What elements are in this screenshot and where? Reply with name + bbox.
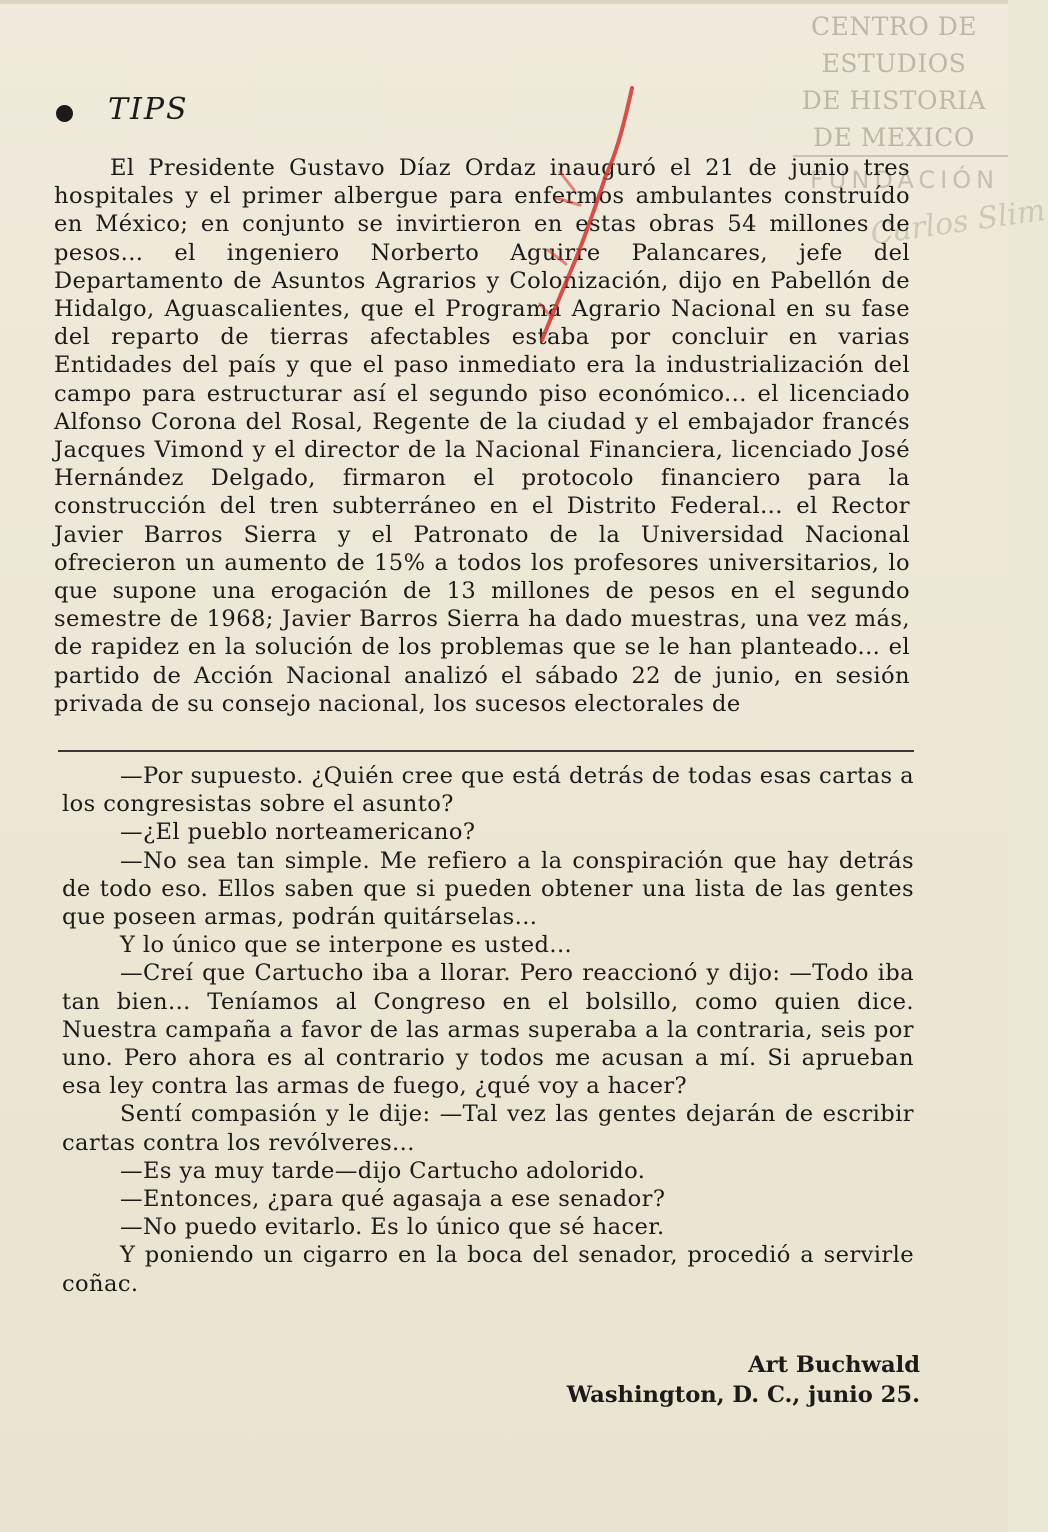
watermark-line: ESTUDIOS — [821, 49, 967, 78]
dateline: Washington, D. C., junio 25. — [566, 1382, 920, 1408]
byline — [567, 1350, 920, 1410]
author-name: Art Buchwald — [748, 1352, 920, 1378]
watermark-fundacion: FUNDACIÓN — [810, 166, 1000, 194]
watermark-signature: Carlos Slim — [868, 192, 1048, 253]
tips-paragraph: El Presidente Gustavo Díaz Ordaz inauguró el 21 de junio tres hospitales y el primer albergue para enfermos ambulantes construído en México; en conjunto se invirtieron en estas obras 54 millones de pesos... el ingeniero Norberto Aguirre Palancares, jefe del Departamento de Asuntos Agrarios y Colonización, dijo en Pabellón de Hidalgo, Aguascalientes, que el Programa Agrario Nacional en su fase del reparto de tierras afectables estaba por concluir en varias Entidades del país y que el paso inmediato era la industrialización del campo para estructurar así el segundo piso económico... el licenciado Alfonso Corona del Rosal, Regente de la ciudad y el embajador francés Jacques Vimond y el director de la Nacional Financiera, licenciado José Hernández Delgado, firmaron el protocolo financiero para la construcción del tren subterráneo en el Distrito Federal... el Rector Javier Barros Sierra y el Patronato de la Universidad Nacional ofrecieron un aumento de 15% a todos los profesores universitarios, lo que supone una erogación de 13 millones de pesos en el segundo semestre de 1968; Javier Barros Sierra ha dado muestras, una vez más, de rapidez en la solución de los problemas que se le han planteado... el partido de Acción Nacional analizó el sábado 22 de junio, en sesión privada de su consejo nacional, los sucesos electorales de — [54, 155, 910, 717]
watermark-line: DE MEXICO — [813, 123, 975, 152]
story-paragraph: —Es ya muy tarde—dijo Cartucho adolorido. — [120, 1157, 646, 1184]
watermark-line: CENTRO DE — [811, 12, 977, 41]
story-paragraph: —No sea tan simple. Me refiero a la conspiración que hay detrás de todo eso. Ellos saben que si pueden obtener una lista de las gentes que poseen armas, podrán quitárselas... — [62, 847, 914, 931]
top-edge — [0, 0, 1008, 4]
watermark-line: DE HISTORIA — [801, 86, 987, 115]
story-paragraph: —¿El pueblo norteamericano? — [120, 819, 476, 846]
story-paragraph: Y poniendo un cigarro en la boca del senador, procedió a servirle coñac. — [62, 1242, 914, 1297]
column-divider — [58, 750, 914, 752]
story-paragraph: —Entonces, ¿para qué agasaja a ese senador? — [120, 1186, 666, 1213]
story-paragraph: —Creí que Cartucho iba a llorar. Pero reaccionó y dijo: —Todo iba tan bien... Teníamos al Congreso en el bolsillo, como quien dice. Nuestra campaña a favor de las armas superaba a la contraria, seis por uno. Pero ahora es al contrario y todos me acusan a mí. Si aprueban esa ley contra las armas de fuego, ¿qué voy a hacer? — [62, 960, 914, 1100]
section-title: TIPS — [108, 92, 189, 127]
story-paragraph: Y lo único que se interpone es usted... — [120, 932, 573, 959]
story-text — [62, 762, 914, 1298]
story-paragraph: Sentí compasión y le dije: —Tal vez las gentes dejarán de escribir cartas contra los revólveres... — [62, 1101, 914, 1156]
bullet-icon — [56, 105, 73, 122]
story-paragraph: —No puedo evitarlo. Es lo único que sé hacer. — [120, 1214, 665, 1241]
archive-watermark — [794, 8, 994, 156]
story-paragraph: —Por supuesto. ¿Quién cree que está detrás de todas esas cartas a los congresistas sobre el asunto? — [62, 763, 914, 818]
